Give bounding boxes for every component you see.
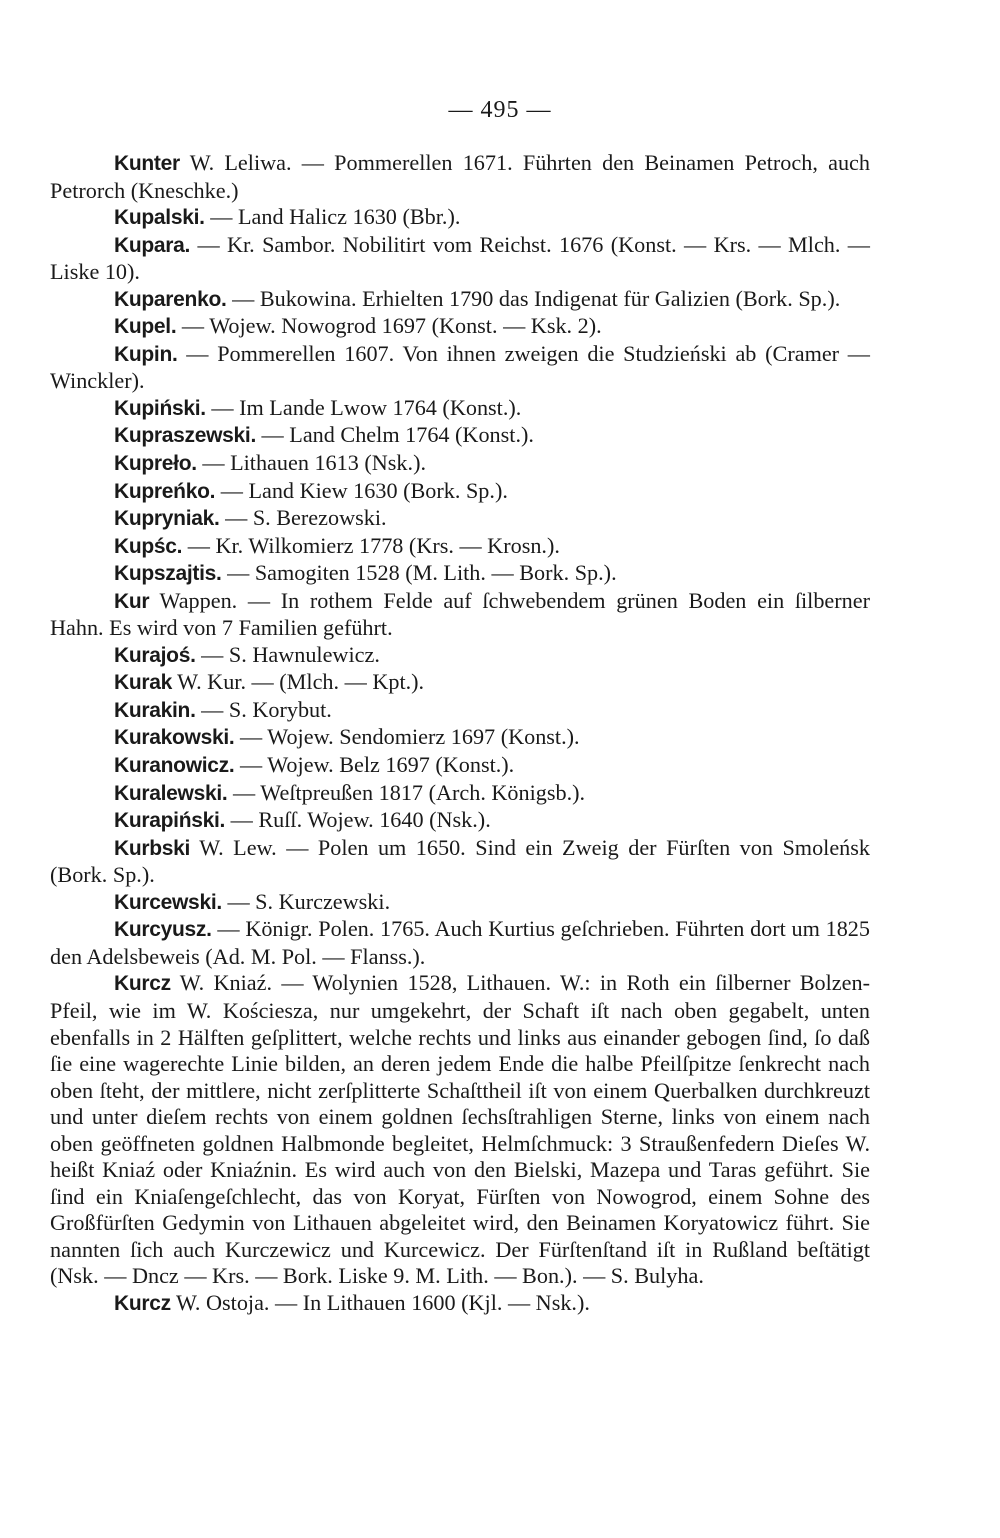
entry-text: — Königr. Polen. 1765. Auch Kurtius geſchrieben. Führten dort um 1825 den Adelsbeweis (Ad. M. Pol. — Flanss.). [50,916,870,969]
entry-kurcz-ostoja [50,1290,870,1318]
page-number: — 495 — [448,97,552,123]
entry-kupsc [50,533,870,561]
entry-head: Kunter [114,152,180,175]
entry-text: W. Lew. — Polen um 1650. Sind ein Zweig der Fürſten von Smoleńsk (Bork. Sp.). [50,834,870,888]
entry-kurapinski [50,807,870,835]
entry-kupalski [50,204,870,232]
entry-text: — Wojew. Nowogrod 1697 (Konst. — Ksk. 2). [176,313,602,339]
entry-head: Kuranowicz. [114,754,235,778]
entry-kuprelo [50,450,870,478]
entry-head: Kupreło. [114,452,197,476]
entry-text: — S. Kurczewski. [221,888,391,914]
entry-text: — Wojew. Belz 1697 (Konst.). [234,752,515,778]
entry-head: Kupin. [114,342,178,366]
entry-head: Kuralewski. [114,781,228,805]
entry-text: — Weſtpreußen 1817 (Arch. Königsb.). [227,779,586,805]
entry-text: — Pommerellen 1607. Von ihnen zweigen die Studzieński ab (Cramer — Winckler). [50,340,870,394]
entry-text: — Ruſſ. Wojew. 1640 (Nsk.). [225,807,491,833]
entry-text: — S. Korybut. [195,696,332,722]
entry-head: Kupraszewski. [114,424,256,448]
entry-head: Kurak [114,671,173,695]
entry-kupinski [50,395,870,423]
entry-head: Kupara. [114,233,191,257]
entry-kur [50,588,870,642]
entry-text: W. Kniaź. — Wolynien 1528, Lithauen. W.: in Roth ein ſilberner Bolzen-Pfeil, wie im W. Kościesza, nur umgekehrt, der Schaft iſt nach oben gegabelt, unten ebenfalls in 2 Hälften geſplittert, welche rechts und links aus einander gebogen ſind, ſo daß ſie eine wagerechte Linie bilden, an deren jedem Ende die halbe Pfeilſpitze ſenkrecht nach oben ſteht, der mittlere, nicht zerſplitterte Schaſttheil iſt von einem Querbalken durchkreuzt und unter dieſem rechts von einem goldnen ſechsſtrahligen Sterne, links von einem nach oben geöffneten goldnen Halbmonde begleitet, Helmſchmuck: 3 Straußenfedern Dieſes W. heißt Kniaź oder Kniaźnin. Es wird auch von den Bielski, Mazepa und Taras geführt. Sie ſind ein Kniaſengeſchlecht, das von Koryat, Fürſten von Nowogrod, einem Sohne des Großfürſten Gedymin von Lithauen abgeleitet wird, den Beinamen Koryatowicz führt. Sie nannten ſich auch Kurczewicz und Kurcewicz. Der Fürſtenſtand iſt in Rußland beſtätigt (Nsk. — Dncz — Krs. — Bork. Liske 9. M. Lith. — Bon.). — S. Bulyha. [50,970,870,1289]
entry-text: — Land Chelm 1764 (Konst.). [256,422,534,448]
entry-head: Kupiński. [114,396,206,420]
entry-kurbski [50,835,870,889]
entry-text: — Samogiten 1528 (M. Lith. — Bork. Sp.). [221,560,617,586]
entry-head: Kurakin. [114,698,196,722]
entry-text: — Lithauen 1613 (Nsk.). [196,450,427,476]
entry-head: Kurakowski. [114,726,235,750]
entry-text: W. Kur. — (Mlch. — Kpt.). [172,669,425,695]
entry-text: — S. Berezowski. [219,505,387,531]
entry-text: — Im Lande Lwow 1764 (Konst.). [205,394,522,420]
entry-kunter [50,150,870,204]
entry-text: — Land Halicz 1630 (Bbr.). [204,204,461,230]
entry-head: Kupszajtis. [114,562,222,586]
entry-kurcz-kniaz [50,970,870,1290]
entry-head: Kupryniak. [114,507,220,531]
entry-kuparenko [50,286,870,314]
entry-kurajos [50,642,870,670]
entry-kupara [50,232,870,286]
entry-kupryniak [50,505,870,533]
entry-head: Kurcyusz. [114,918,212,942]
entry-head: Kupśc. [114,534,183,558]
entry-head: Kurcz [114,972,171,996]
entry-head: Kupalski. [114,206,205,230]
entry-kuprenko [50,478,870,506]
entry-kupszajtis [50,560,870,588]
entry-text: — Land Kiew 1630 (Bork. Sp.). [215,477,508,503]
entry-kurak [50,669,870,697]
entry-kuralewski [50,780,870,808]
entry-text: Wappen. — In rothem Felde auf ſchwebendem grünen Boden ein ſilberner Hahn. Es wird von 7 Familien geführt. [50,587,870,641]
entry-text: — Bukowina. Erhielten 1790 das Indigenat für Galizien (Bork. Sp.). [226,285,841,311]
entry-head: Kuparenko. [114,287,227,311]
entry-head: Kurbski [114,836,191,860]
entry-head: Kupel. [114,315,177,339]
entry-head: Kur [114,589,150,613]
entry-kurcyusz [50,916,870,970]
entry-head: Kurapiński. [114,809,226,833]
entry-head: Kupreńko. [114,479,216,503]
dictionary-entries [50,150,870,1318]
entry-text: — S. Hawnulewicz. [195,641,380,667]
entry-text: — Kr. Sambor. Nobilitirt vom Reichst. 1676 (Konst. — Krs. — Mlch. — Liske 10). [50,231,870,285]
entry-head: Kurcewski. [114,890,222,914]
entry-kupraszewski [50,422,870,450]
entry-text: W. Leliwa. — Pommerellen 1671. Führten den Beinamen Petroch, auch Petrorch (Kneschke.) [50,150,870,203]
entry-kurcewski [50,889,870,917]
entry-kuranowicz [50,752,870,780]
entry-kupin [50,341,870,395]
entry-head: Kurajoś. [114,643,196,667]
entry-text: — Wojew. Sendomierz 1697 (Konst.). [234,724,580,750]
entry-kupel [50,313,870,341]
entry-head: Kurcz [114,1291,171,1315]
entry-kurakowski [50,724,870,752]
entry-text: — Kr. Wilkomierz 1778 (Krs. — Krosn.). [182,532,560,558]
entry-text: W. Ostoja. — In Lithauen 1600 (Kjl. — Nsk.). [170,1289,590,1315]
entry-kurakin [50,697,870,725]
